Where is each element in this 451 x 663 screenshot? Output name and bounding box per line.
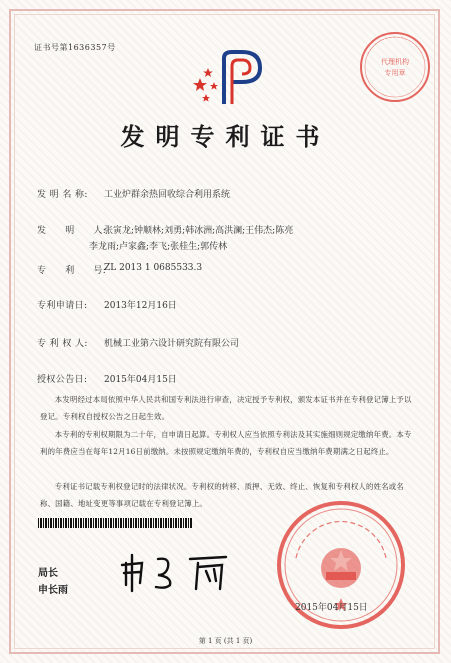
signer-name: 申长雨 xyxy=(38,585,68,596)
page-footer: 第 1 页 (共 1 页) xyxy=(198,637,253,645)
agency-stamp-line1: 代理机构 xyxy=(381,58,409,66)
agency-stamp-line2: 专用章 xyxy=(384,69,406,77)
certificate-number: 证书号第1636357号 xyxy=(34,43,116,52)
patent-office-logo xyxy=(180,48,276,110)
patent-number-label: 专 利 号: xyxy=(37,266,107,276)
patentee-value: 机械工业第六设计研究院有限公司 xyxy=(104,339,240,349)
handwritten-signature xyxy=(118,545,238,595)
inventors-line-1: 张寅龙;钟顺林;刘勇;韩冰洲;高洪澜;王伟杰;陈亮 xyxy=(104,226,294,236)
inventors-label: 发 明 人: xyxy=(37,226,107,236)
statement-paragraph-2: 本专利的专利权期限为二十年，自申请日起算。专利权人应当依照专利法及其实施细则规定缴纳年费。本专利的年费应当在每年12月16日前缴纳。未按照规定缴纳年费的，专利权自应当缴纳年费期满之日起终止。 xyxy=(40,430,412,456)
barcode xyxy=(38,518,192,528)
patent-number-value: ZL 2013 1 0685533.3 xyxy=(104,263,203,273)
invention-name-value: 工业炉群余热回收综合利用系统 xyxy=(104,190,231,200)
agency-stamp xyxy=(356,28,434,106)
filing-date-value: 2013年12月16日 xyxy=(104,301,177,311)
signer-title: 局长 xyxy=(38,568,58,579)
statement-paragraph-3: 专利证书记载专利权登记时的法律状况。专利权的转移、质押、无效、终止、恢复和专利权人的姓名或名称、国籍、地址变更等事项记载在专利登记簿上。 xyxy=(40,482,404,508)
grant-date-value: 2015年04月15日 xyxy=(104,375,177,385)
certificate-title: 发明专利证书 xyxy=(120,122,331,151)
seal-date: 2015年04月15日 xyxy=(295,603,368,613)
invention-name-label: 发 明 名 称: xyxy=(37,190,88,200)
filing-date-label: 专利申请日: xyxy=(37,301,88,311)
statement-paragraph-1: 本发明经过本局依照中华人民共和国专利法进行审查，决定授予专利权，颁发本证书并在专利登记簿上予以登记。专利权自授权公告之日起生效。 xyxy=(40,395,412,421)
grant-date-label: 授权公告日: xyxy=(37,375,88,385)
inventors-line-2: 李龙雨;卢家鑫;李飞;张桂生;郭传林 xyxy=(89,242,228,252)
patentee-label: 专 利 权 人: xyxy=(37,339,88,349)
